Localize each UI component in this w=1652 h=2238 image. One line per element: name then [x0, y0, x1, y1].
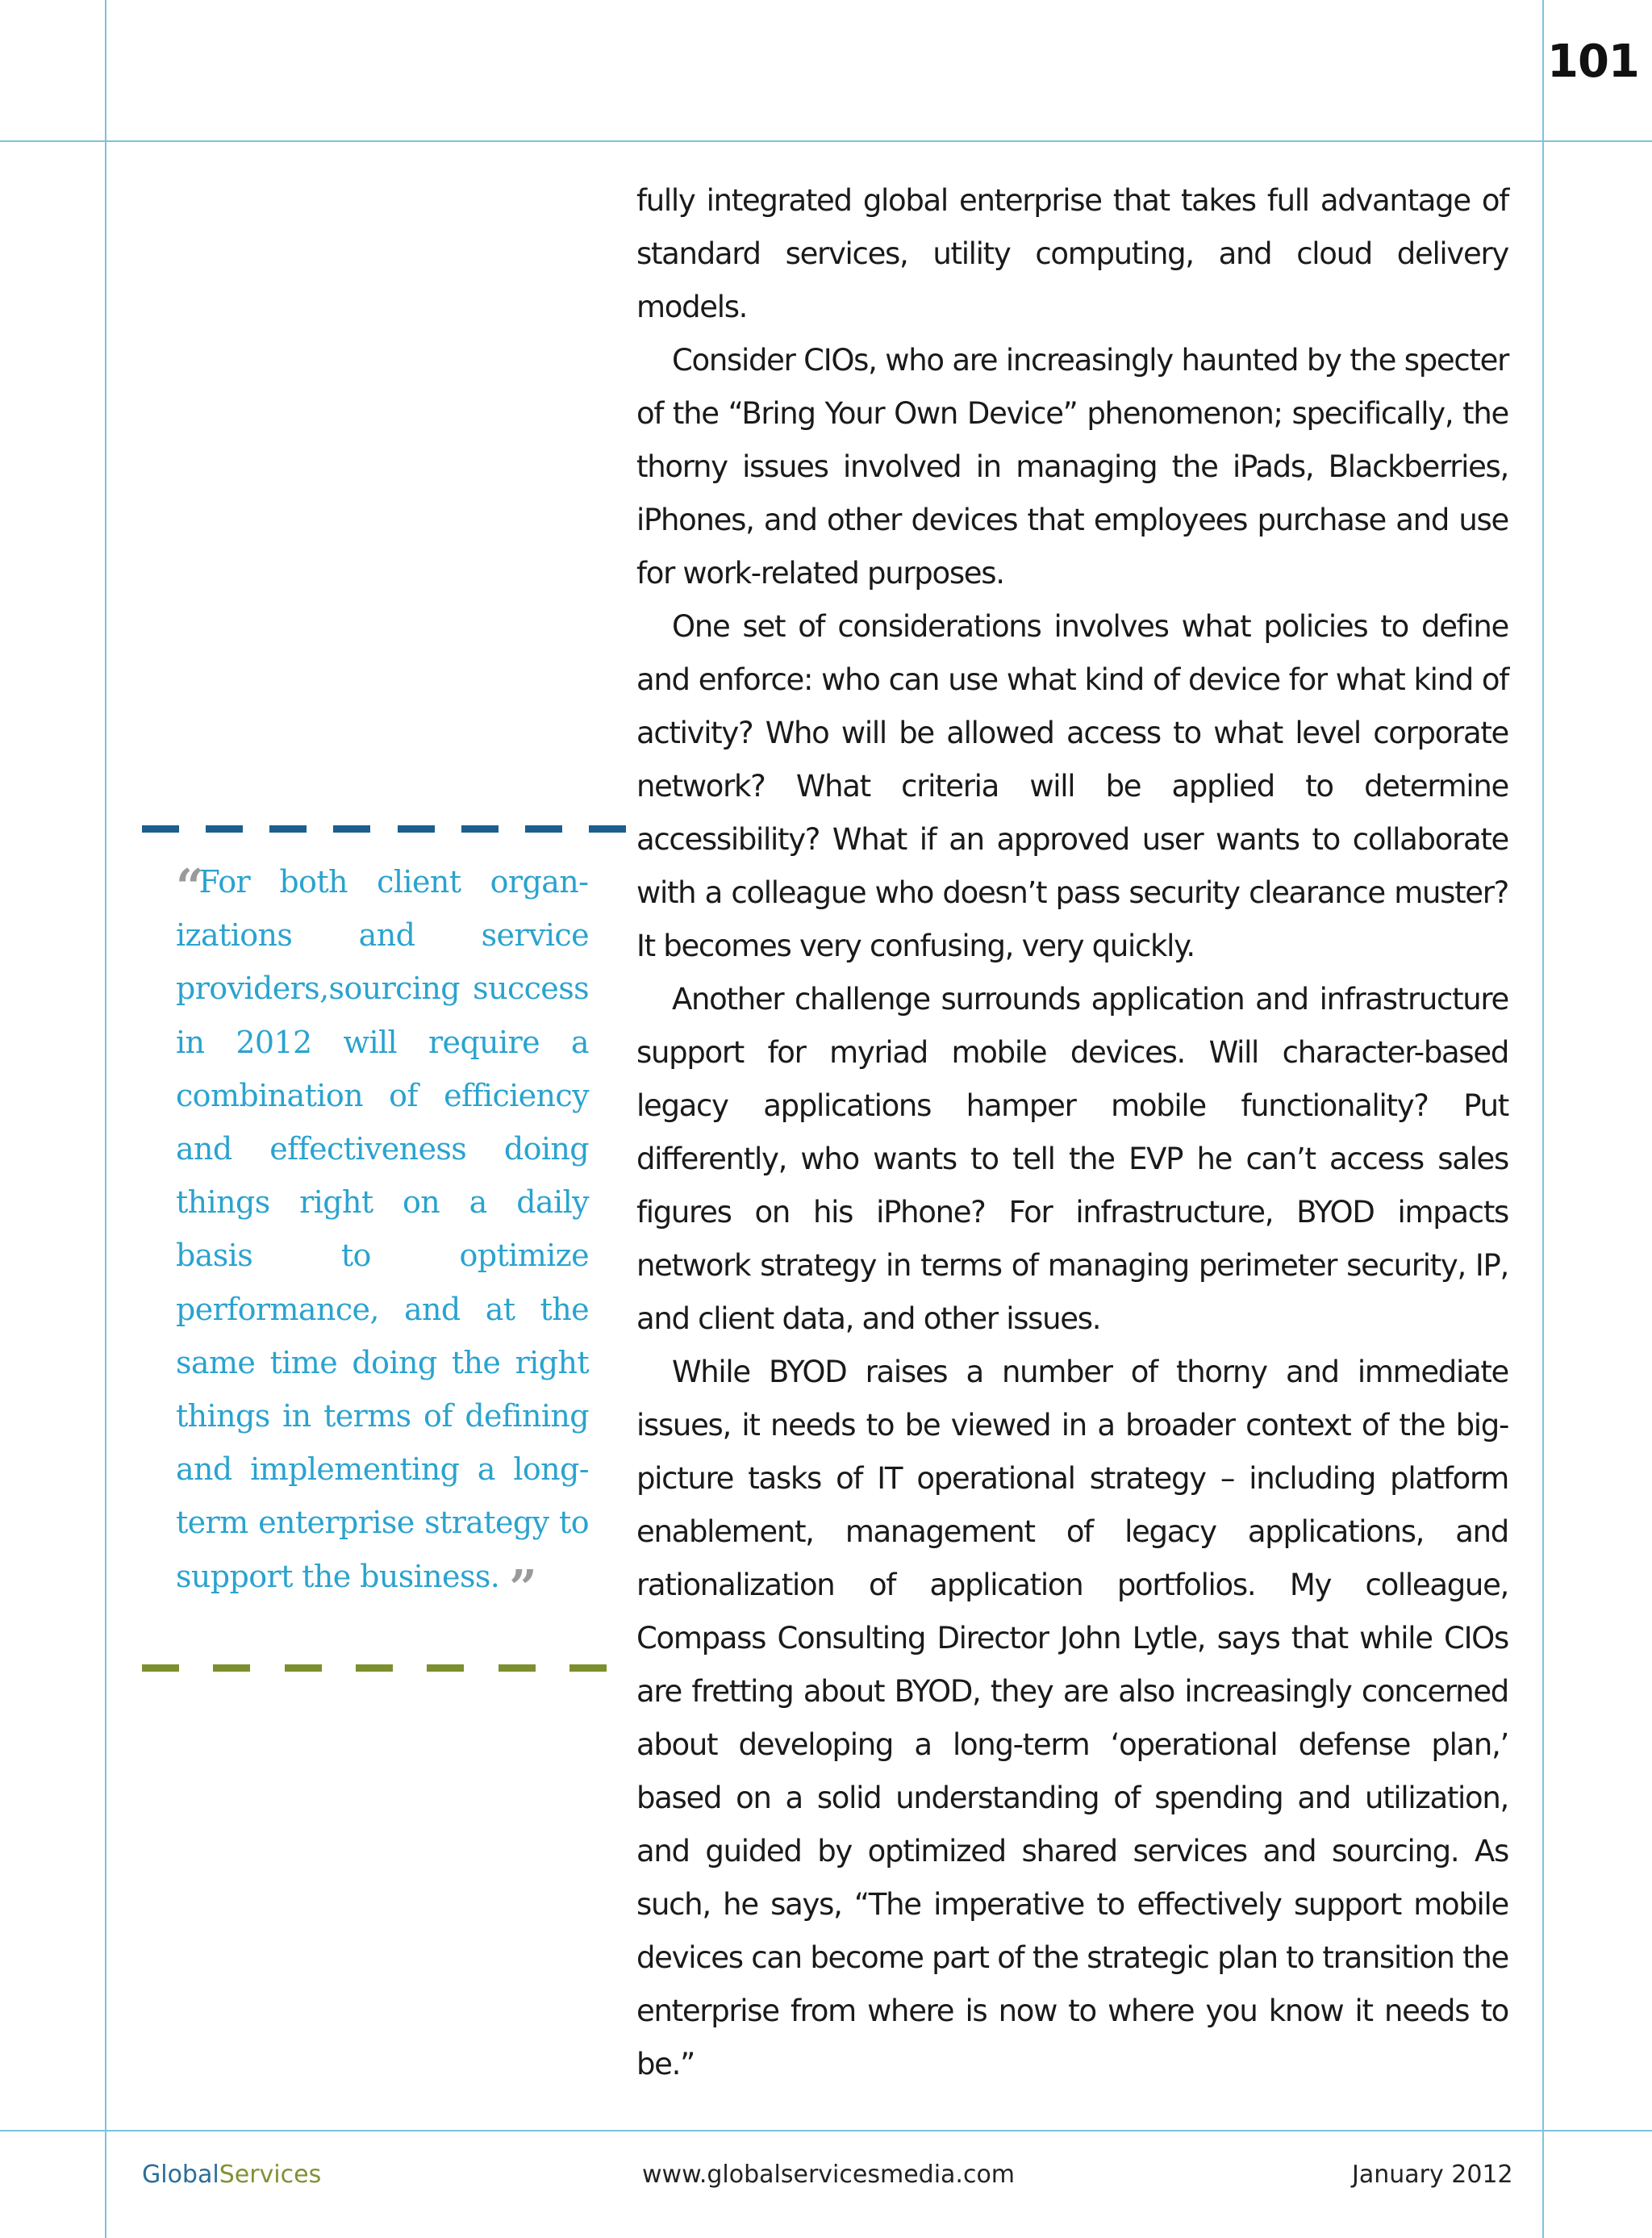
article-paragraph: Another challenge surrounds application and infrastructure support for myriad mobile devices. Will character-based legacy applications hamper mobile functionality? Put differently, who wants to tell the EVP he can’t access sales figures on his iPhone? For infrastructure, BYOD impacts network strategy in terms of managing perimeter security, IP, and client data, and other issues.: [636, 982, 1508, 1336]
page-number: 101: [1547, 35, 1639, 88]
pull-quote-text: For both client organizations and service providers,sourcing success in 2012 will require a combination of efficiency and effectiveness doing things right on a daily basis to optimize performance, and at the same time doing the right things in terms of defining and implementing a long-term enterprise strategy to support the business.: [176, 864, 589, 1594]
article-paragraph: While BYOD raises a number of thorny and immediate issues, it needs to be viewed in a broader context of the big-picture tasks of IT operational strategy – including platform enablement, management of legacy applications, and rationalization of application portfolios. My colleague, Compass Consulting Director John Lytle, says that while CIOs are fretting about BYOD, they are also increasingly concerned about developing a long-term ‘operational defense plan,’ based on a solid understanding of spending and utilization, and guided by optimized shared services and sourcing. As such, he says, “The imperative to effectively support mobile devices can become part of the strategic plan to transition the enterprise from where is now to where you know it needs to be.”: [636, 1355, 1508, 2081]
article-paragraph: One set of considerations involves what policies to define and enforce: who can use what kind of device for what kind of activity? Who will be allowed access to what level corporate network? What criteria will be applied to determine accessibility? What if an approved user wants to collaborate with a colleague who doesn’t pass security clearance muster? It becomes very confusing, very quickly.: [636, 609, 1508, 963]
pull-quote: [176, 855, 589, 1617]
right-margin-guide: [1542, 0, 1544, 2238]
bottom-margin-guide: [0, 2130, 1652, 2132]
close-quote-mark: ”: [509, 1560, 531, 1617]
footer-publication-name: [142, 2161, 321, 2189]
article-paragraph: Consider CIOs, who are increasingly haunted by the specter of the “Bring Your Own Device” phenomenon; specifically, the thorny issues involved in managing the iPads, Blackberries, iPhones, and other devices that employees purchase and use for work-related purposes.: [636, 343, 1508, 591]
article-paragraph: fully integrated global enterprise that takes full advantage of standard services, utility computing, and cloud delivery models.: [636, 183, 1508, 324]
footer-website-link[interactable]: www.globalservicesmedia.com: [642, 2161, 1016, 2189]
brand-services: Services: [219, 2161, 322, 2189]
brand-global: Global: [142, 2161, 219, 2189]
open-quote-mark: “: [176, 859, 198, 916]
article-body: [636, 174, 1508, 2091]
pull-quote-bottom-rule: [142, 1664, 607, 1672]
left-margin-guide: [105, 0, 106, 2238]
pull-quote-top-rule: [142, 825, 626, 833]
footer-issue-date: January 2012: [1352, 2161, 1513, 2189]
top-margin-guide: [0, 140, 1652, 142]
